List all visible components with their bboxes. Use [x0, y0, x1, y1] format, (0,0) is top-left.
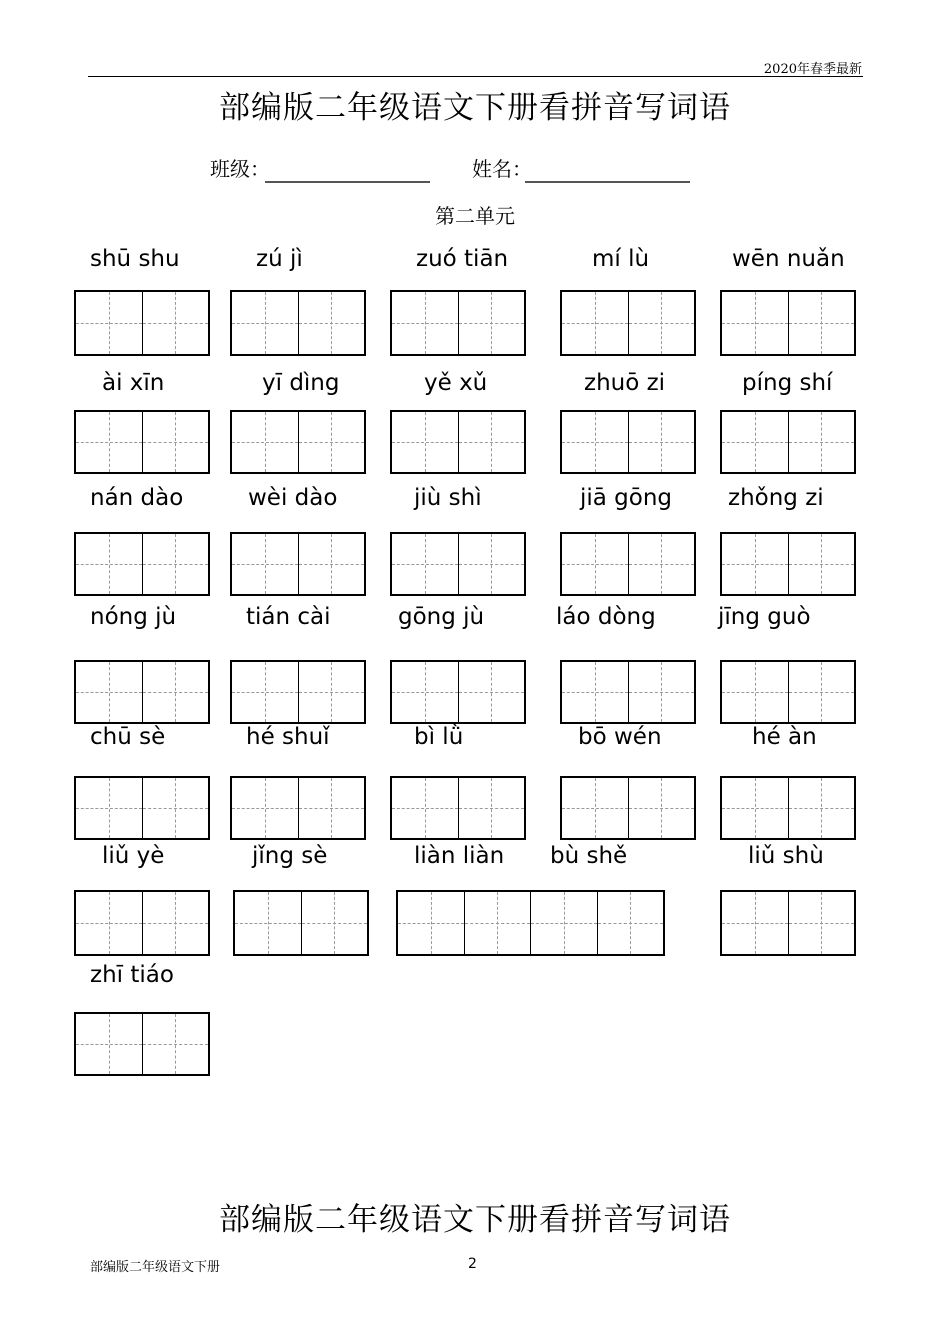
pinyin-label: jīng guò — [718, 604, 811, 630]
tianzige-cell[interactable] — [722, 892, 788, 954]
writing-box[interactable] — [74, 890, 210, 956]
tianzige-cell[interactable] — [530, 892, 597, 954]
tianzige-cell[interactable] — [458, 292, 525, 354]
pinyin-label: hé shuǐ — [246, 724, 330, 750]
pinyin-label: píng shí — [742, 370, 833, 396]
pinyin-label: jiù shì — [414, 485, 482, 511]
header-note: 2020年春季最新 — [763, 62, 862, 77]
writing-box[interactable] — [230, 290, 366, 356]
name-label: 姓名： — [472, 157, 532, 181]
pinyin-label: mí lù — [592, 246, 650, 272]
tianzige-cell[interactable] — [392, 534, 458, 594]
tianzige-cell[interactable] — [562, 778, 628, 838]
tianzige-cell[interactable] — [232, 534, 298, 594]
writing-box[interactable] — [233, 890, 369, 956]
tianzige-cell[interactable] — [628, 778, 695, 838]
pinyin-label: gōng jù — [398, 604, 485, 630]
tianzige-cell[interactable] — [142, 292, 209, 354]
writing-box[interactable] — [720, 890, 856, 956]
tianzige-cell[interactable] — [458, 412, 525, 472]
writing-box[interactable] — [560, 660, 696, 724]
pinyin-label: nán dào — [90, 485, 184, 511]
tianzige-cell[interactable] — [788, 662, 855, 722]
pinyin-label: zú jì — [256, 246, 303, 272]
tianzige-cell[interactable] — [232, 292, 298, 354]
tianzige-cell[interactable] — [562, 412, 628, 472]
tianzige-cell[interactable] — [788, 292, 855, 354]
header-divider — [88, 76, 863, 77]
tianzige-cell[interactable] — [76, 1014, 142, 1074]
tianzige-cell[interactable] — [76, 534, 142, 594]
writing-box[interactable] — [390, 660, 526, 724]
writing-box[interactable] — [230, 776, 366, 840]
pinyin-label: ài xīn — [102, 370, 165, 396]
tianzige-cell[interactable] — [562, 292, 628, 354]
tianzige-cell[interactable] — [788, 412, 855, 472]
pinyin-label: liǔ shù — [748, 843, 824, 869]
tianzige-cell[interactable] — [722, 778, 788, 838]
tianzige-cell[interactable] — [298, 412, 365, 472]
tianzige-cell[interactable] — [562, 534, 628, 594]
writing-box[interactable] — [390, 776, 526, 840]
pinyin-label: bù shě — [550, 843, 628, 869]
writing-box[interactable] — [560, 776, 696, 840]
pinyin-label: láo dòng — [556, 604, 656, 630]
pinyin-label: wēn nuǎn — [732, 246, 845, 272]
tianzige-cell[interactable] — [232, 662, 298, 722]
tianzige-cell[interactable] — [298, 534, 365, 594]
writing-box[interactable] — [74, 1012, 210, 1076]
pinyin-label: bì lǜ — [414, 724, 464, 750]
tianzige-cell[interactable] — [458, 662, 525, 722]
pinyin-label: liàn liàn — [414, 843, 505, 869]
writing-box[interactable] — [74, 660, 210, 724]
writing-box[interactable] — [74, 532, 210, 596]
page-number: 2 — [468, 1256, 477, 1272]
tianzige-cell[interactable] — [722, 292, 788, 354]
pinyin-label: jiā gōng — [580, 485, 673, 511]
tianzige-cell[interactable] — [458, 778, 525, 838]
tianzige-cell[interactable] — [722, 534, 788, 594]
tianzige-cell[interactable] — [76, 778, 142, 838]
tianzige-cell[interactable] — [142, 662, 209, 722]
pinyin-label: zhǒng zi — [728, 485, 824, 511]
pinyin-label: yī dìng — [262, 370, 340, 396]
tianzige-cell[interactable] — [628, 292, 695, 354]
writing-box[interactable] — [390, 532, 526, 596]
writing-box[interactable] — [560, 532, 696, 596]
tianzige-cell[interactable] — [722, 412, 788, 472]
tianzige-cell[interactable] — [392, 292, 458, 354]
pinyin-label: nóng jù — [90, 604, 177, 630]
tianzige-cell[interactable] — [398, 892, 464, 954]
tianzige-cell[interactable] — [562, 662, 628, 722]
tianzige-cell[interactable] — [628, 412, 695, 472]
tianzige-cell[interactable] — [232, 778, 298, 838]
tianzige-cell[interactable] — [301, 892, 368, 954]
tianzige-cell[interactable] — [392, 778, 458, 838]
tianzige-cell[interactable] — [76, 412, 142, 472]
writing-box[interactable] — [720, 776, 856, 840]
pinyin-label: shū shu — [90, 246, 180, 272]
pinyin-label: tián cài — [246, 604, 331, 630]
pinyin-label: zhuō zi — [584, 370, 666, 396]
tianzige-cell[interactable] — [788, 778, 855, 838]
writing-box[interactable] — [74, 290, 210, 356]
tianzige-cell[interactable] — [76, 292, 142, 354]
tianzige-cell[interactable] — [788, 534, 855, 594]
page-title: 部编版二年级语文下册看拼音写词语 — [219, 90, 731, 126]
tianzige-cell[interactable] — [298, 778, 365, 838]
tianzige-cell[interactable] — [788, 892, 855, 954]
writing-box[interactable] — [390, 410, 526, 474]
tianzige-cell[interactable] — [628, 662, 695, 722]
tianzige-cell[interactable] — [597, 892, 664, 954]
writing-box[interactable] — [74, 410, 210, 474]
writing-box[interactable] — [396, 890, 665, 956]
writing-box[interactable] — [230, 660, 366, 724]
tianzige-cell[interactable] — [628, 534, 695, 594]
writing-box[interactable] — [720, 410, 856, 474]
class-field[interactable] — [265, 181, 430, 183]
tianzige-cell[interactable] — [232, 412, 298, 472]
tianzige-cell[interactable] — [235, 892, 301, 954]
writing-box[interactable] — [560, 290, 696, 356]
writing-box[interactable] — [230, 532, 366, 596]
tianzige-cell[interactable] — [298, 292, 365, 354]
tianzige-cell[interactable] — [142, 778, 209, 838]
pinyin-label: jǐng sè — [252, 843, 328, 869]
class-label: 班级： — [210, 157, 270, 181]
footer-book-name: 部编版二年级语文下册 — [90, 1260, 221, 1275]
writing-box[interactable] — [720, 532, 856, 596]
writing-box[interactable] — [390, 290, 526, 356]
next-page-title: 部编版二年级语文下册看拼音写词语 — [219, 1202, 731, 1238]
pinyin-label: liǔ yè — [102, 843, 165, 869]
pinyin-label: zhī tiáo — [90, 962, 174, 988]
pinyin-label: yě xǔ — [424, 370, 488, 396]
writing-box[interactable] — [560, 410, 696, 474]
pinyin-label: wèi dào — [248, 485, 338, 511]
tianzige-cell[interactable] — [458, 534, 525, 594]
writing-box[interactable] — [230, 410, 366, 474]
tianzige-cell[interactable] — [298, 662, 365, 722]
pinyin-label: bō wén — [578, 724, 662, 750]
writing-box[interactable] — [720, 290, 856, 356]
tianzige-cell[interactable] — [142, 892, 209, 954]
name-field[interactable] — [525, 181, 690, 183]
writing-box[interactable] — [74, 776, 210, 840]
tianzige-cell[interactable] — [142, 1014, 209, 1074]
pinyin-label: chū sè — [90, 724, 166, 750]
tianzige-cell[interactable] — [142, 412, 209, 472]
pinyin-label: hé àn — [752, 724, 817, 750]
tianzige-cell[interactable] — [76, 662, 142, 722]
tianzige-cell[interactable] — [722, 662, 788, 722]
unit-heading: 第二单元 — [435, 204, 515, 228]
tianzige-cell[interactable] — [392, 662, 458, 722]
tianzige-cell[interactable] — [76, 892, 142, 954]
tianzige-cell[interactable] — [142, 534, 209, 594]
tianzige-cell[interactable] — [392, 412, 458, 472]
pinyin-label: zuó tiān — [416, 246, 509, 272]
writing-box[interactable] — [720, 660, 856, 724]
tianzige-cell[interactable] — [464, 892, 531, 954]
